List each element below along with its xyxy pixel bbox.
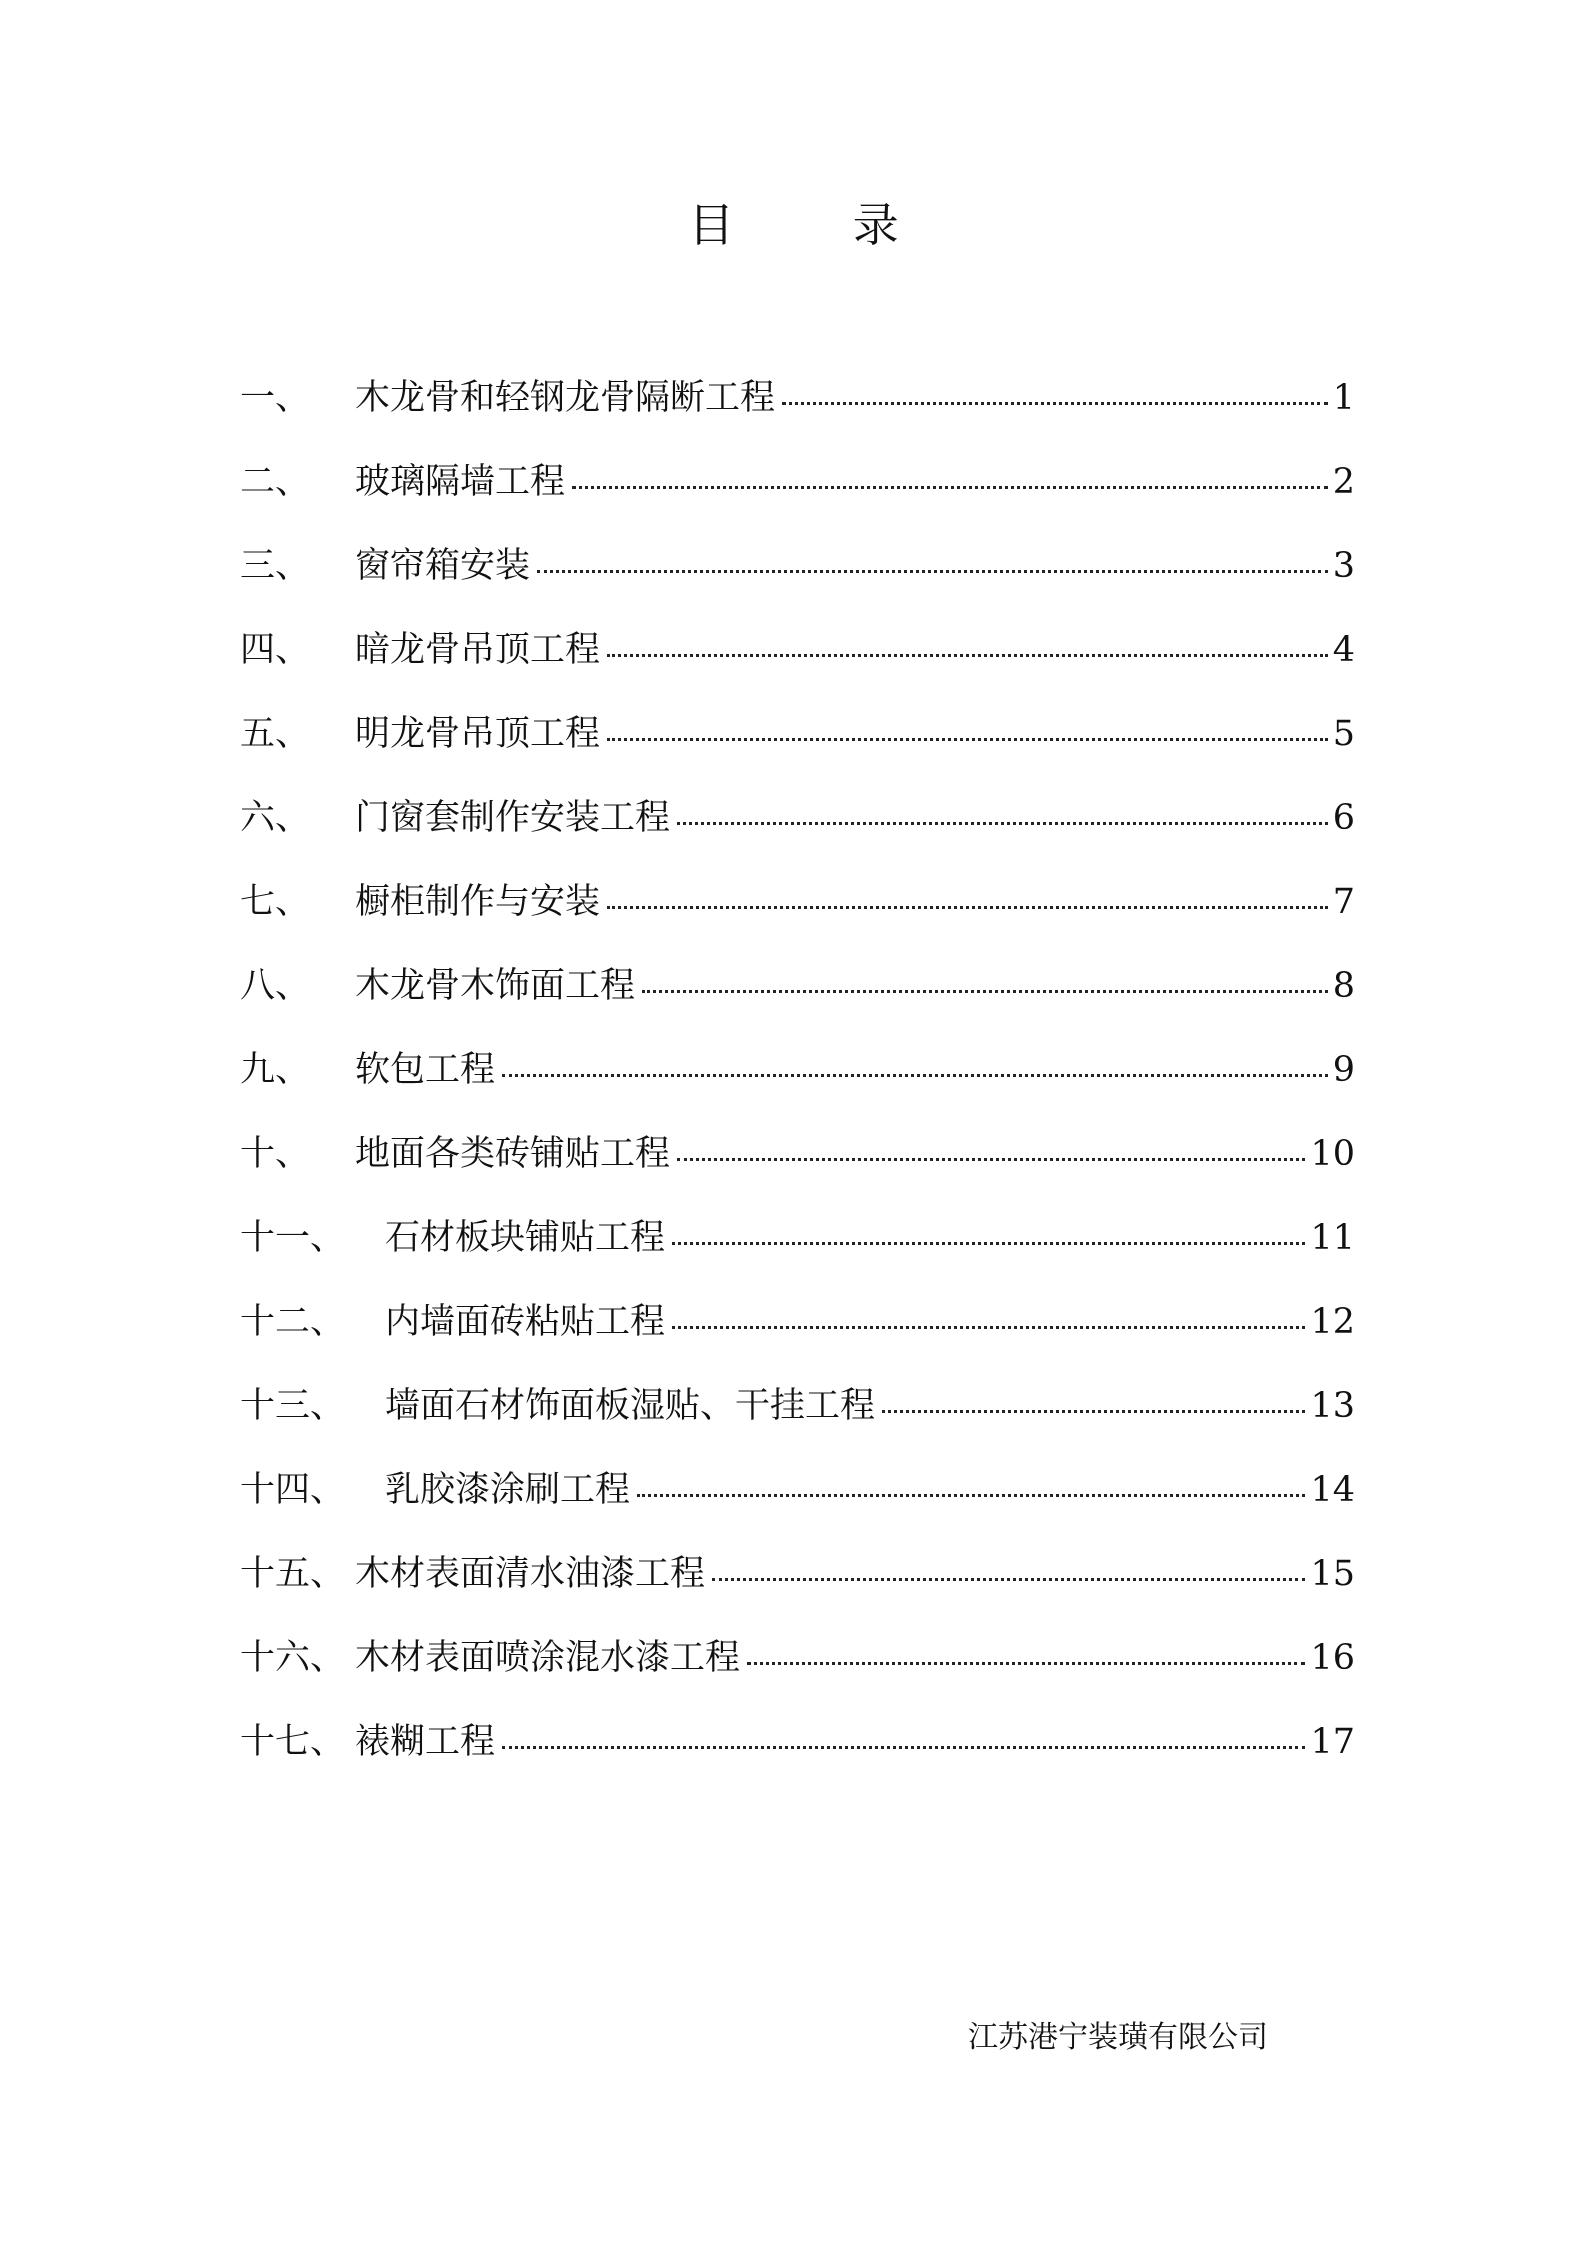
toc-entry-title: 玻璃隔墙工程: [355, 462, 566, 502]
toc-entry-title: 窗帘箱安装: [355, 546, 531, 586]
toc-entry[interactable]: [240, 620, 1355, 704]
toc-dot-leader: [637, 1494, 1305, 1497]
toc-entry-number: 十三、: [240, 1386, 346, 1426]
toc-entry-number: 二、: [240, 462, 311, 502]
toc-entry[interactable]: [240, 1124, 1355, 1208]
toc-dot-leader: [677, 1158, 1305, 1161]
toc-dot-leader: [782, 402, 1328, 405]
toc-entry-title: 乳胶漆涂刷工程: [385, 1470, 631, 1510]
toc-entry-page: 9: [1332, 1050, 1355, 1090]
toc-entry-title: 门窗套制作安装工程: [355, 798, 671, 838]
toc-entry[interactable]: [240, 788, 1355, 872]
toc-dot-leader: [747, 1662, 1305, 1665]
toc-dot-leader: [607, 906, 1328, 909]
toc-entry-page: 4: [1332, 630, 1355, 670]
toc-dot-leader: [572, 486, 1328, 489]
toc-entry-title: 木材表面清水油漆工程: [355, 1554, 706, 1594]
toc-dot-leader: [882, 1410, 1305, 1413]
toc-entry[interactable]: [240, 1292, 1355, 1376]
toc-entry-page: 5: [1332, 714, 1355, 754]
toc-entry-number: 十、: [240, 1134, 311, 1174]
toc-entry-page: 14: [1310, 1470, 1355, 1510]
toc-entry-page: 12: [1310, 1302, 1355, 1342]
toc-entry-title: 暗龙骨吊顶工程: [355, 630, 601, 670]
toc-entry-number: 七、: [240, 882, 311, 922]
toc-entry-number: 十五、: [240, 1554, 346, 1594]
toc-dot-leader: [502, 1074, 1328, 1077]
toc-entry-page: 10: [1310, 1134, 1355, 1174]
toc-entry-page: 6: [1332, 798, 1355, 838]
toc-entry[interactable]: [240, 1376, 1355, 1460]
toc-entry-page: 16: [1310, 1638, 1355, 1678]
toc-entry-number: 五、: [240, 714, 311, 754]
toc-entry-title: 墙面石材饰面板湿贴、干挂工程: [385, 1386, 876, 1426]
company-name: 江苏港宁装璜有限公司: [968, 2020, 1268, 2055]
toc-entry-number: 三、: [240, 546, 311, 586]
toc-entry-page: 3: [1332, 546, 1355, 586]
toc-entry-number: 六、: [240, 798, 311, 838]
toc-entry-title: 内墙面砖粘贴工程: [385, 1302, 666, 1342]
toc-dot-leader: [607, 654, 1328, 657]
toc-entry[interactable]: [240, 536, 1355, 620]
toc-entry[interactable]: [240, 452, 1355, 536]
toc-entry[interactable]: [240, 1460, 1355, 1544]
toc-entry-page: 15: [1310, 1554, 1355, 1594]
toc-entry-number: 一、: [240, 378, 311, 418]
toc-dot-leader: [502, 1746, 1305, 1749]
toc-entry-title: 明龙骨吊顶工程: [355, 714, 601, 754]
toc-entry-title: 石材板块铺贴工程: [385, 1218, 666, 1258]
toc-entry-number: 十七、: [240, 1722, 346, 1762]
toc-entry-page: 7: [1332, 882, 1355, 922]
toc-dot-leader: [607, 738, 1328, 741]
toc-entry-number: 十六、: [240, 1638, 346, 1678]
toc-entry-number: 十二、: [240, 1302, 346, 1342]
toc-entry-page: 2: [1332, 462, 1355, 502]
toc-entry-number: 九、: [240, 1050, 311, 1090]
toc-dot-leader: [537, 570, 1328, 573]
toc-entry-title: 木材表面喷涂混水漆工程: [355, 1638, 741, 1678]
toc-entry-number: 四、: [240, 630, 311, 670]
toc-entry[interactable]: [240, 1544, 1355, 1628]
toc-entry-page: 8: [1332, 966, 1355, 1006]
toc-entry-number: 八、: [240, 966, 311, 1006]
toc-entry[interactable]: [240, 1208, 1355, 1292]
toc-entry-page: 1: [1332, 378, 1355, 418]
toc-dot-leader: [677, 822, 1328, 825]
toc-dot-leader: [712, 1578, 1305, 1581]
toc-entry-title: 木龙骨和轻钢龙骨隔断工程: [355, 378, 776, 418]
table-of-contents: [240, 368, 1355, 1796]
toc-entry-number: 十一、: [240, 1218, 346, 1258]
toc-entry-title: 地面各类砖铺贴工程: [355, 1134, 671, 1174]
toc-entry[interactable]: [240, 956, 1355, 1040]
toc-dot-leader: [672, 1242, 1305, 1245]
toc-entry[interactable]: [240, 1628, 1355, 1712]
toc-entry[interactable]: [240, 872, 1355, 956]
toc-entry-title: 木龙骨木饰面工程: [355, 966, 636, 1006]
page-title: 目 录: [688, 198, 951, 252]
toc-entry-title: 橱柜制作与安装: [355, 882, 601, 922]
toc-entry[interactable]: [240, 704, 1355, 788]
toc-entry-title: 软包工程: [355, 1050, 496, 1090]
toc-dot-leader: [642, 990, 1328, 993]
toc-entry[interactable]: [240, 368, 1355, 452]
toc-entry-page: 11: [1310, 1218, 1355, 1258]
toc-entry-title: 裱糊工程: [355, 1722, 496, 1762]
toc-entry[interactable]: [240, 1712, 1355, 1796]
toc-entry[interactable]: [240, 1040, 1355, 1124]
toc-entry-number: 十四、: [240, 1470, 346, 1510]
toc-entry-page: 13: [1310, 1386, 1355, 1426]
toc-entry-page: 17: [1310, 1722, 1355, 1762]
toc-dot-leader: [672, 1326, 1305, 1329]
